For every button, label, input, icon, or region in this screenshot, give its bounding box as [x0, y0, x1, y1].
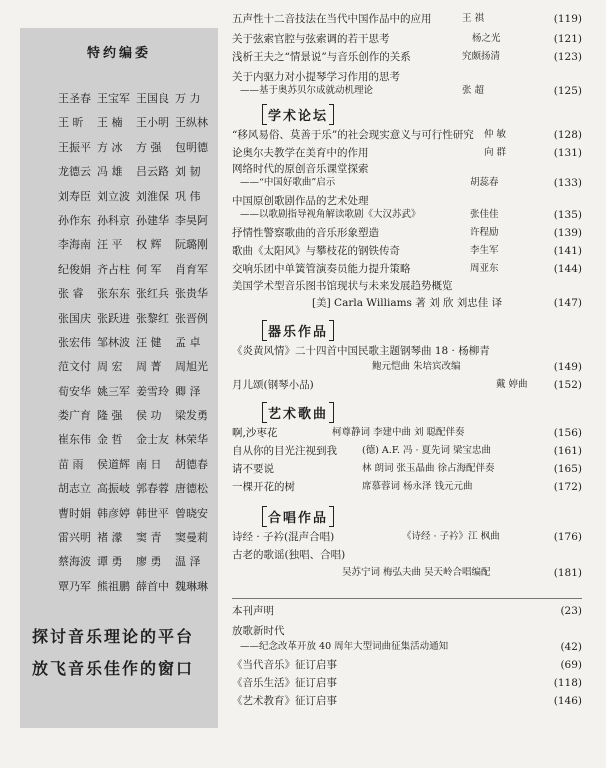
slogan-line-1: 探讨音乐理论的平台: [32, 627, 195, 646]
editor-row: [58, 310, 216, 334]
editor-row: [58, 553, 216, 577]
editor-name: 窦曼莉: [175, 531, 208, 545]
toc-entry-title: 本刊声明: [232, 605, 274, 617]
toc-entry-author: 林 朗词 张玉晶曲 徐占海配伴奏: [362, 463, 495, 474]
editor-name: 张 睿: [58, 287, 84, 301]
section-heading: 合唱作品: [262, 506, 334, 527]
editor-row: [58, 578, 216, 602]
editor-row: [58, 90, 216, 114]
editor-name: 温 泽: [175, 555, 201, 569]
editor-name: 曹时娟: [58, 506, 91, 520]
editor-name: 方 强: [136, 140, 162, 154]
editor-row: [58, 529, 216, 553]
editor-name: 林荣华: [175, 433, 208, 447]
editor-name: 王宝军: [97, 92, 130, 105]
editor-name: 金士友: [136, 433, 169, 447]
toc-entry-title: 关于内驱力对小提琴学习作用的思考: [232, 71, 400, 83]
editor-row: [58, 114, 216, 138]
editor-name: 姚三军: [97, 384, 130, 398]
toc-entry-author: 鲍元恺曲 朱培宾改编: [372, 361, 461, 372]
editor-name: 巩 伟: [175, 189, 201, 203]
toc-entry-author: 李生军: [470, 245, 499, 256]
toc-entry-title: 五声性十二音技法在当代中国作品中的应用: [232, 13, 432, 25]
toc-entry-author: 向 群: [484, 147, 507, 158]
toc-entry-author: 《诗经 · 子衿》江 枫曲: [402, 531, 500, 542]
toc-entry-title: 自从你的目光注视到我: [232, 445, 337, 457]
toc-entry-title: 歌曲《太阳风》与攀枝花的钢铁传奇: [232, 245, 400, 257]
editor-name: 刘立波: [97, 189, 130, 203]
toc-entry-author: 戴 婷曲: [496, 379, 528, 390]
editor-name: 荀安华: [58, 384, 91, 398]
editor-name: 韩世平: [136, 506, 169, 520]
toc-entry-page: (133): [553, 177, 582, 189]
toc-entry-author: 张 超: [462, 85, 485, 96]
editor-name: 方 冰: [97, 140, 123, 154]
toc-entry-page: (144): [553, 263, 582, 275]
editor-row: [58, 383, 216, 407]
toc-entry-title: ——“中国好歌曲”启示: [240, 177, 336, 188]
toc-entry-page: (119): [553, 13, 582, 25]
toc-entry-page: (123): [553, 51, 582, 63]
editorial-board-panel: [20, 28, 218, 728]
toc-entry-page: (118): [553, 677, 582, 689]
toc-entry-page: (42): [560, 641, 582, 653]
editor-row: [58, 456, 216, 480]
toc-entry-title: 美国学术型音乐图书馆现状与未来发展趋势概览: [232, 280, 453, 292]
editor-row: [58, 407, 216, 431]
toc-entry-page: (69): [560, 659, 582, 671]
editor-name: 覃乃军: [58, 579, 91, 593]
toc-entry-page: (139): [553, 227, 582, 239]
editor-name: 李海南: [58, 238, 91, 252]
editor-name: 梁发勇: [175, 409, 208, 423]
toc-entry-page: (165): [553, 463, 582, 475]
editor-name: 褚 濛: [97, 531, 123, 545]
editor-row: [58, 285, 216, 309]
toc-entry-title: 网络时代的原创音乐课堂探索: [232, 163, 369, 175]
editor-name: 张国庆: [58, 311, 91, 325]
toc-entry-title: ——纪念改革开放 40 周年大型词曲征集活动通知: [240, 641, 449, 652]
editor-name: 侯道辉: [97, 457, 130, 471]
toc-entry-author: 许程励: [470, 227, 499, 238]
toc-entry-author: 吴苏宁词 梅弘夫曲 吴天岭合唱编配: [342, 567, 491, 578]
editor-name: 高振岐: [97, 482, 130, 496]
toc-entry-author: 席慕蓉词 杨永泽 钱元元曲: [362, 481, 473, 492]
editor-name: 龙德云: [58, 165, 91, 179]
editor-name: 冯 雄: [97, 165, 123, 179]
editor-name: 胡志立: [58, 482, 91, 496]
toc-entry-page: (152): [553, 379, 582, 391]
editor-name: 王纵林: [175, 116, 208, 130]
editor-name: 齐占柱: [97, 262, 130, 276]
editor-name: 包明德: [175, 140, 208, 154]
editor-row: [58, 334, 216, 358]
toc-entry-page: (147): [553, 297, 582, 309]
toc-entry-page: (172): [553, 481, 582, 493]
editor-name: 周 宏: [97, 360, 123, 374]
toc-entry-page: (149): [553, 361, 582, 373]
editor-name: 娄广育: [58, 409, 91, 423]
editor-name: 王 昕: [58, 116, 84, 130]
editor-name: 侯 功: [136, 409, 162, 423]
editorial-board-title: 特约编委: [86, 46, 151, 61]
editor-name: 孟 卓: [175, 335, 201, 349]
editor-name: 姜雪玲: [136, 384, 169, 398]
toc-entry-page: (181): [553, 567, 582, 579]
editor-name: 窦 青: [136, 531, 162, 545]
editor-name: 范文付: [58, 360, 91, 374]
toc-entry-page: (128): [553, 129, 582, 141]
toc-entry-page: (141): [553, 245, 582, 257]
editor-name: 张黎红: [136, 311, 169, 325]
toc-entry-title: 啊,沙枣花: [232, 427, 278, 439]
toc-entry-author: (德) A.F. 冯 · 夏先词 梁宝忠曲: [362, 445, 492, 456]
editor-name: 南 日: [136, 457, 162, 471]
toc-entry-page: (156): [553, 427, 582, 439]
toc-entry-page: (146): [553, 695, 582, 707]
editor-row: [58, 505, 216, 529]
toc-entry-title: 诗经 · 子衿(混声合唱): [232, 531, 335, 543]
editor-name: 邹林波: [97, 335, 130, 349]
editor-name: 周 菁: [136, 360, 162, 374]
toc-entry-page: (131): [553, 147, 582, 159]
toc-entry-author: 周亚东: [470, 263, 499, 274]
toc-entry-author: 杨之光: [472, 33, 501, 44]
editor-name: 雷兴明: [58, 531, 91, 545]
editor-name: 张宏伟: [58, 335, 91, 349]
editor-name: 汪 健: [136, 335, 162, 349]
toc-entry-author: 张佳佳: [470, 209, 499, 220]
editor-name: 韩彦婷: [97, 506, 130, 520]
toc-entry-author: 仲 敏: [484, 129, 507, 140]
editor-name: 薛首中: [136, 579, 169, 593]
toc-entry-author: 王 祺: [462, 13, 485, 24]
editor-name: 阮璐刚: [175, 238, 208, 252]
section-heading: 学术论坛: [262, 104, 334, 125]
toc-entry-title: 浅析王夫之“情景说”与音乐创作的关系: [232, 51, 411, 63]
editor-name: 刘 韧: [175, 165, 201, 179]
editor-row: [58, 480, 216, 504]
toc-entry-title: 月儿颂(钢琴小品): [232, 379, 314, 391]
toc-entry-page: (135): [553, 209, 582, 221]
toc-entry-title: [美] Carla Williams 著 刘 欣 刘忠佳 译: [312, 297, 503, 309]
toc-entry-title: 放歌新时代: [232, 625, 285, 637]
editor-name: 万 力: [175, 92, 201, 105]
toc-entry-title: 《炎黄风情》二十四首中国民歌主题钢琴曲 18 · 杨柳青: [232, 345, 490, 357]
toc-entry-page: (125): [553, 85, 582, 97]
toc-entry-title: 《艺术教育》征订启事: [232, 695, 337, 707]
toc-entry-title: 《音乐生活》征订启事: [232, 677, 337, 689]
editor-name: 张晋例: [175, 311, 208, 325]
editor-name: 王国良: [136, 92, 169, 105]
editor-name: 刘寿臣: [58, 189, 91, 203]
editor-name: 周旭光: [175, 360, 208, 374]
editor-name: 唐德松: [175, 482, 208, 496]
editor-name: 苗 雨: [58, 457, 84, 471]
editor-name: 熊祖鹏: [97, 579, 130, 593]
editor-name: 谭 勇: [97, 555, 123, 569]
toc-entry-page: (176): [553, 531, 582, 543]
toc-entry-author: 究颇扬清: [462, 51, 501, 62]
toc-entry-title: 交响乐团中单簧管演奏员能力提升策略: [232, 263, 411, 275]
editor-name: 卿 泽: [175, 384, 201, 398]
toc-entry-page: (161): [553, 445, 582, 457]
toc-entry-title: ——以歌剧指导视角解读歌剧《大汉苏武》: [240, 209, 421, 220]
toc-entry-page: (121): [553, 33, 582, 45]
toc-entry-title: ——基于奥苏贝尔成就动机理论: [240, 85, 374, 96]
toc-entry-page: (23): [560, 605, 582, 617]
editor-name: 郭春蓉: [136, 482, 169, 496]
editor-name: 孙科京: [97, 213, 130, 227]
toc-entry-title: 中国原创歌剧作品的艺术处理: [232, 195, 369, 207]
editor-name: 肖育军: [175, 262, 208, 276]
toc-entry-title: 请不要说: [232, 463, 274, 475]
section-heading: 器乐作品: [262, 320, 334, 341]
editor-name: 刘淮保: [136, 189, 169, 203]
editor-name: 孙建华: [136, 213, 169, 227]
editor-name: 王小明: [136, 116, 169, 130]
editor-name: 王振平: [58, 140, 91, 154]
toc-entry-title: 古老的歌谣(独唱、合唱): [232, 549, 346, 561]
editor-row: [58, 358, 216, 382]
editor-name: 廖 勇: [136, 555, 162, 569]
editor-row: [58, 236, 216, 260]
editor-name: 王 楠: [97, 116, 123, 130]
editor-name: 王圣春: [58, 92, 91, 105]
editor-name: 胡德春: [175, 457, 208, 471]
editor-name: 纪俊娟: [58, 262, 91, 276]
editor-name: 隆 强: [97, 409, 123, 423]
toc-entry-title: 一棵开花的树: [232, 481, 295, 493]
editor-name: 张东东: [97, 287, 130, 301]
editor-row: [58, 188, 216, 212]
editor-row: [58, 139, 216, 163]
editor-name: 曾晓安: [175, 506, 208, 520]
editor-name: 崔东伟: [58, 433, 91, 447]
toc-entry-title: 论奥尔夫教学在美育中的作用: [232, 147, 369, 159]
editor-name: 张红兵: [136, 287, 169, 301]
editor-row: [58, 163, 216, 187]
section-heading: 艺术歌曲: [262, 402, 334, 423]
editor-name: 吕云路: [136, 165, 169, 179]
slogan-line-2: 放飞音乐佳作的窗口: [32, 659, 195, 678]
editor-name: 蔡海波: [58, 555, 91, 569]
editor-name: 张跃进: [97, 311, 130, 325]
toc-entry-title: 关于弦索官腔与弦索调的若干思考: [232, 33, 390, 45]
editor-name-grid: [58, 90, 216, 602]
toc-entry-author: 胡蕊春: [470, 177, 499, 188]
editor-name: 张贵华: [175, 287, 208, 301]
editor-row: [58, 431, 216, 455]
editor-name: 魏琳琳: [175, 579, 208, 593]
editor-row: [58, 261, 216, 285]
section-divider: [232, 598, 582, 599]
editor-name: 权 辉: [136, 238, 162, 252]
toc-entry-title: 《当代音乐》征订启事: [232, 659, 337, 671]
editor-name: 汪 平: [97, 238, 123, 252]
editor-name: 孙作东: [58, 213, 91, 227]
toc-entry-title: 抒情性警察歌曲的音乐形象塑造: [232, 227, 379, 239]
toc-entry-title: “移风易俗、莫善于乐”的社会现实意义与可行性研究: [232, 129, 474, 141]
toc-entry-author: 柯尊静词 李建中曲 刘 聪配伴奏: [332, 427, 465, 438]
editor-name: 何 军: [136, 262, 162, 276]
editor-name: 李昊阿: [175, 213, 208, 227]
editor-name: 金 哲: [97, 433, 123, 447]
editor-row: [58, 212, 216, 236]
